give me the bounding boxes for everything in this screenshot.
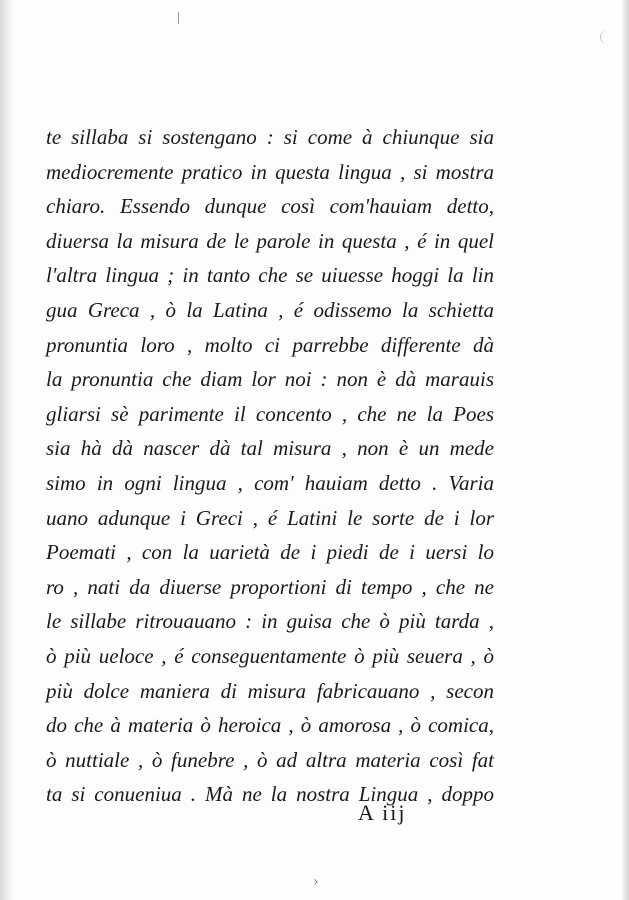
scan-mark-bottom: › bbox=[313, 874, 319, 890]
text-line: uano adunque i Greci , é Latini le sorte de i lor bbox=[46, 505, 494, 530]
text-line: gua Greca , ò la Latina , é odissemo la schietta bbox=[46, 297, 494, 322]
text-line: chiaro. Essendo dunque così com'hauiam detto, bbox=[46, 194, 494, 219]
text-line: la pronuntia che diam lor noi : non è dà marauis bbox=[46, 367, 494, 392]
text-line: te sillaba si sostengano : si come à chiunque sia bbox=[46, 125, 494, 149]
text-line: ta si conueniua . Mà ne la nostra Lingua , doppo bbox=[46, 782, 494, 807]
signature-mark: A iij bbox=[358, 800, 407, 825]
text-line: diuersa la misura de le parole in questa , é in quel bbox=[46, 228, 494, 253]
text-line: più dolce maniera di misura fabricauano , secon bbox=[46, 678, 494, 703]
spine-shadow bbox=[0, 0, 14, 900]
body-text bbox=[46, 120, 494, 812]
text-line: mediocremente pratico in questa lingua , si mostra bbox=[46, 159, 494, 184]
text-line: do che à materia ò heroica , ò amorosa , ò comica, bbox=[46, 713, 494, 738]
scan-mark-corner bbox=[600, 30, 615, 44]
text-line: simo in ogni lingua , com' hauiam detto . Varia bbox=[46, 470, 494, 495]
scan-mark-top bbox=[178, 12, 179, 24]
page-edge-shadow bbox=[621, 0, 629, 900]
text-line: le sillabe ritrouauano : in guisa che ò più tarda , bbox=[46, 609, 494, 634]
text-line: ò nuttiale , ò funebre , ò ad altra materia così fat bbox=[46, 747, 494, 772]
text-line: l'altra lingua ; in tanto che se uiuesse hoggi la lin bbox=[46, 263, 494, 288]
text-line: ò più ueloce , é conseguentamente ò più seuera , ò bbox=[46, 643, 494, 668]
text-line: Poemati , con la uarietà de i piedi de i uersi lo bbox=[46, 540, 494, 565]
text-line: pronuntia loro , molto ci parrebbe differente dà bbox=[46, 332, 494, 357]
text-line: ro , nati da diuerse proportioni di tempo , che ne bbox=[46, 574, 494, 599]
text-line: gliarsi sè parimente il concento , che ne la Poes bbox=[46, 401, 494, 426]
text-line: sia hà dà nascer dà tal misura , non è un mede bbox=[46, 436, 494, 461]
